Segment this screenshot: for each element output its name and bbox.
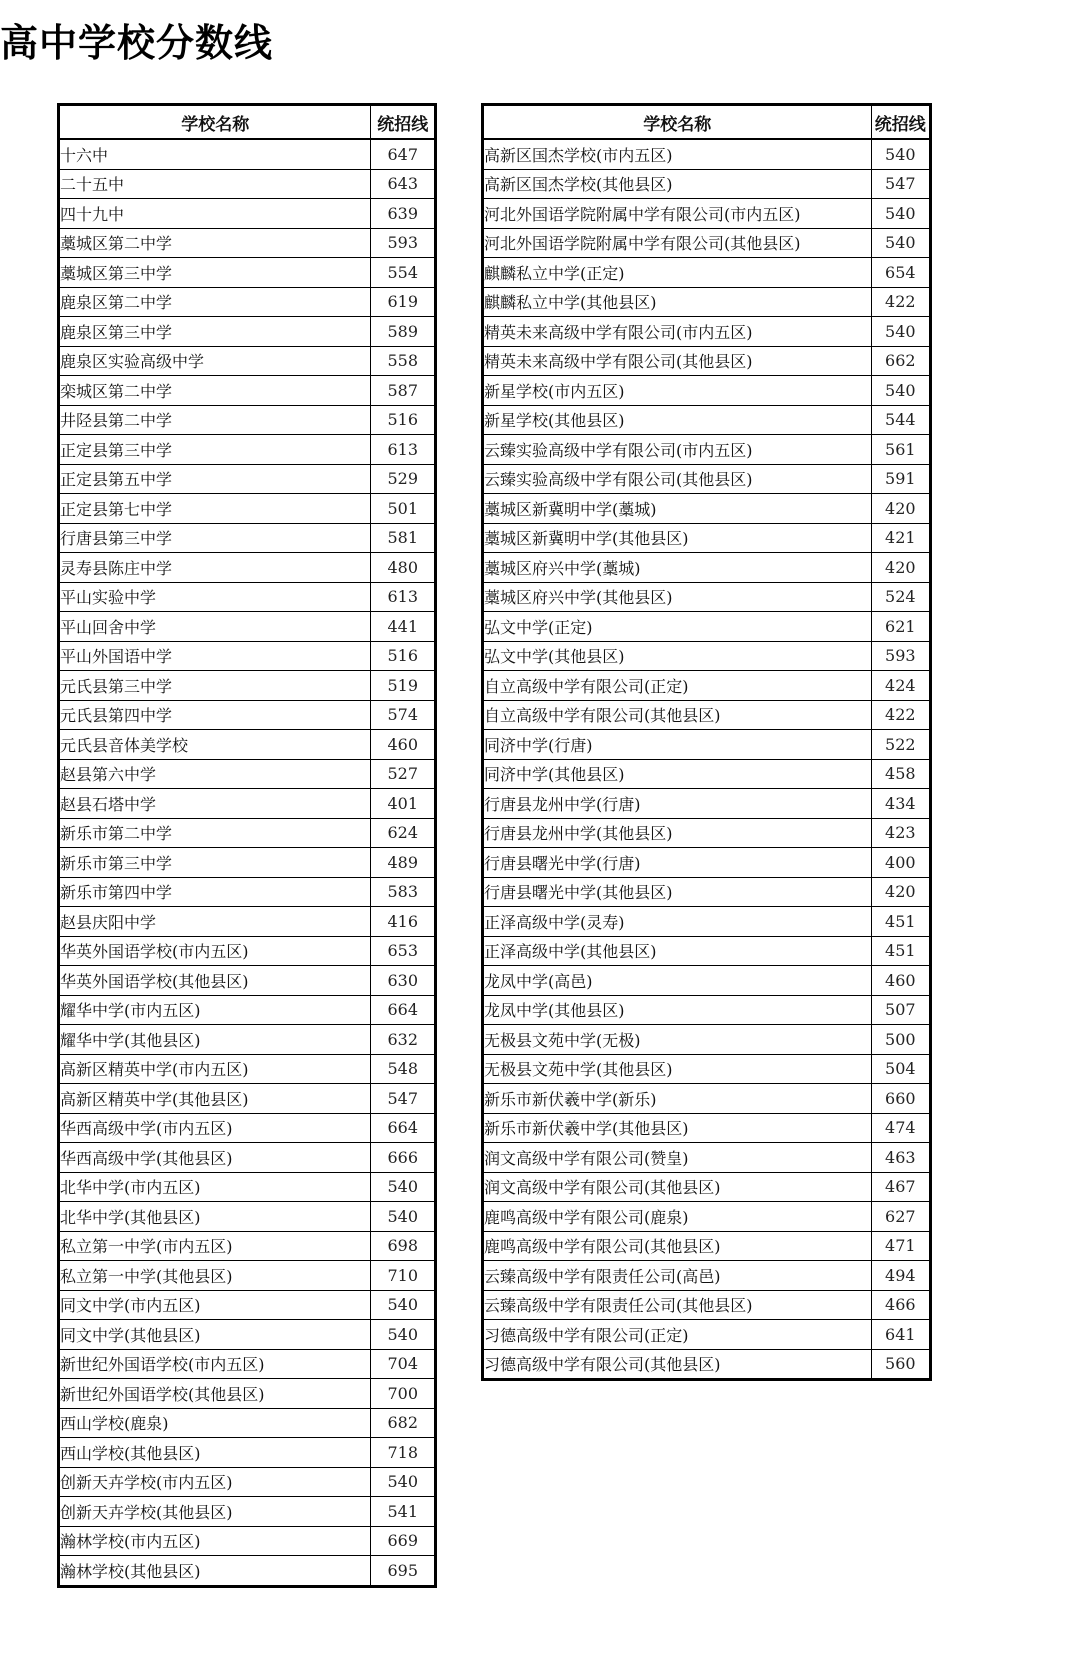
school-name-cell: 新乐市新伏羲中学(新乐) (483, 1084, 872, 1114)
score-cell: 474 (871, 1113, 930, 1143)
score-cell: 664 (371, 995, 436, 1025)
school-name-cell: 习德高级中学有限公司(其他县区) (483, 1349, 872, 1380)
school-name-cell: 赵县庆阳中学 (59, 907, 371, 937)
school-name-cell: 自立高级中学有限公司(其他县区) (483, 700, 872, 730)
score-cell: 587 (371, 376, 436, 406)
column-header-school-name: 学校名称 (59, 105, 371, 140)
school-name-cell: 云臻高级中学有限责任公司(其他县区) (483, 1290, 872, 1320)
table-row (59, 1290, 436, 1320)
school-name-cell: 藁城区第二中学 (59, 228, 371, 258)
school-name-cell: 新乐市新伏羲中学(其他县区) (483, 1113, 872, 1143)
school-name-cell: 西山学校(其他县区) (59, 1438, 371, 1468)
score-table-left (57, 103, 437, 1588)
school-name-cell: 弘文中学(正定) (483, 612, 872, 642)
score-cell: 507 (871, 995, 930, 1025)
table-row (483, 1202, 931, 1232)
score-cell: 460 (371, 730, 436, 760)
score-cell: 540 (871, 376, 930, 406)
table-row (59, 700, 436, 730)
school-name-cell: 瀚林学校(市内五区) (59, 1526, 371, 1556)
table-row (483, 1054, 931, 1084)
school-name-cell: 同济中学(行唐) (483, 730, 872, 760)
table-row (59, 848, 436, 878)
score-cell: 500 (871, 1025, 930, 1055)
page-title: 高中学校分数线 (0, 21, 274, 65)
score-cell: 627 (871, 1202, 930, 1232)
score-cell: 467 (871, 1172, 930, 1202)
table-row (483, 582, 931, 612)
school-name-cell: 元氏县第四中学 (59, 700, 371, 730)
school-name-cell: 行唐县龙州中学(行唐) (483, 789, 872, 819)
score-cell: 504 (871, 1054, 930, 1084)
school-name-cell: 新乐市第三中学 (59, 848, 371, 878)
school-name-cell: 高新区国杰学校(其他县区) (483, 169, 872, 199)
table-row (59, 199, 436, 229)
school-name-cell: 河北外国语学院附属中学有限公司(其他县区) (483, 228, 872, 258)
school-name-cell: 鹿泉区第二中学 (59, 287, 371, 317)
table-row (59, 1349, 436, 1379)
table-row (483, 1172, 931, 1202)
table-body-right (483, 139, 931, 1380)
table-row (483, 1290, 931, 1320)
school-name-cell: 正定县第五中学 (59, 464, 371, 494)
table-row (483, 641, 931, 671)
score-cell: 558 (371, 346, 436, 376)
school-name-cell: 鹿泉区实验高级中学 (59, 346, 371, 376)
school-name-cell: 平山外国语中学 (59, 641, 371, 671)
score-cell: 613 (371, 582, 436, 612)
score-cell: 529 (371, 464, 436, 494)
score-cell: 589 (371, 317, 436, 347)
score-cell: 666 (371, 1143, 436, 1173)
table-row (59, 730, 436, 760)
school-name-cell: 习德高级中学有限公司(正定) (483, 1320, 872, 1350)
school-name-cell: 藁城区新冀明中学(藁城) (483, 494, 872, 524)
score-cell: 643 (371, 169, 436, 199)
school-name-cell: 瀚林学校(其他县区) (59, 1556, 371, 1587)
score-cell: 613 (371, 435, 436, 465)
score-cell: 422 (871, 700, 930, 730)
score-cell: 420 (871, 494, 930, 524)
school-name-cell: 鹿鸣高级中学有限公司(其他县区) (483, 1231, 872, 1261)
school-name-cell: 河北外国语学院附属中学有限公司(市内五区) (483, 199, 872, 229)
table-row (59, 346, 436, 376)
score-cell: 561 (871, 435, 930, 465)
score-cell: 516 (371, 405, 436, 435)
score-cell: 624 (371, 818, 436, 848)
score-cell: 682 (371, 1408, 436, 1438)
table-row (59, 376, 436, 406)
school-name-cell: 精英未来高级中学有限公司(市内五区) (483, 317, 872, 347)
score-cell: 591 (871, 464, 930, 494)
table-row (483, 228, 931, 258)
table-row (59, 789, 436, 819)
table-row (59, 1408, 436, 1438)
table-row (483, 936, 931, 966)
score-cell: 641 (871, 1320, 930, 1350)
score-cell: 423 (871, 818, 930, 848)
score-cell: 700 (371, 1379, 436, 1409)
table-row (59, 1556, 436, 1587)
score-cell: 632 (371, 1025, 436, 1055)
school-name-cell: 私立第一中学(其他县区) (59, 1261, 371, 1291)
score-cell: 547 (871, 169, 930, 199)
table-row (483, 907, 931, 937)
school-name-cell: 北华中学(市内五区) (59, 1172, 371, 1202)
table-row (483, 258, 931, 288)
school-name-cell: 行唐县曙光中学(行唐) (483, 848, 872, 878)
school-name-cell: 藁城区新冀明中学(其他县区) (483, 523, 872, 553)
score-cell: 583 (371, 877, 436, 907)
table-row (483, 1084, 931, 1114)
table-row (59, 907, 436, 937)
score-cell: 704 (371, 1349, 436, 1379)
school-name-cell: 二十五中 (59, 169, 371, 199)
table-row (59, 1054, 436, 1084)
score-cell: 540 (871, 199, 930, 229)
score-cell: 593 (871, 641, 930, 671)
score-cell: 420 (871, 553, 930, 583)
table-row (59, 139, 436, 169)
table-row (483, 1143, 931, 1173)
table-row (59, 1438, 436, 1468)
table-row (483, 848, 931, 878)
table-row (59, 1084, 436, 1114)
school-name-cell: 润文高级中学有限公司(其他县区) (483, 1172, 872, 1202)
table-row (59, 287, 436, 317)
school-name-cell: 无极县文苑中学(无极) (483, 1025, 872, 1055)
school-name-cell: 灵寿县陈庄中学 (59, 553, 371, 583)
school-name-cell: 鹿泉区第三中学 (59, 317, 371, 347)
score-cell: 653 (371, 936, 436, 966)
table-row (59, 818, 436, 848)
score-cell: 540 (371, 1320, 436, 1350)
school-name-cell: 新乐市第四中学 (59, 877, 371, 907)
table-body-left (59, 139, 436, 1586)
school-name-cell: 新星学校(其他县区) (483, 405, 872, 435)
score-cell: 458 (871, 759, 930, 789)
score-cell: 501 (371, 494, 436, 524)
table-header-row (59, 105, 436, 140)
table-row (59, 877, 436, 907)
school-name-cell: 平山实验中学 (59, 582, 371, 612)
school-name-cell: 正定县第三中学 (59, 435, 371, 465)
school-name-cell: 行唐县第三中学 (59, 523, 371, 553)
school-name-cell: 耀华中学(其他县区) (59, 1025, 371, 1055)
school-name-cell: 创新天卉学校(其他县区) (59, 1497, 371, 1527)
score-cell: 554 (371, 258, 436, 288)
school-name-cell: 同文中学(市内五区) (59, 1290, 371, 1320)
score-cell: 540 (371, 1172, 436, 1202)
school-name-cell: 赵县石塔中学 (59, 789, 371, 819)
table-row (483, 1231, 931, 1261)
score-cell: 434 (871, 789, 930, 819)
table-row (483, 612, 931, 642)
school-name-cell: 云臻实验高级中学有限公司(市内五区) (483, 435, 872, 465)
school-name-cell: 行唐县龙州中学(其他县区) (483, 818, 872, 848)
school-name-cell: 新星学校(市内五区) (483, 376, 872, 406)
school-name-cell: 华西高级中学(其他县区) (59, 1143, 371, 1173)
table-row (483, 346, 931, 376)
score-cell: 574 (371, 700, 436, 730)
table-row (59, 405, 436, 435)
score-cell: 669 (371, 1526, 436, 1556)
score-cell: 540 (871, 139, 930, 169)
table-row (483, 1320, 931, 1350)
table-row (59, 1526, 436, 1556)
school-name-cell: 藁城区府兴中学(其他县区) (483, 582, 872, 612)
table-row (483, 435, 931, 465)
column-header-score: 统招线 (871, 105, 930, 140)
score-cell: 547 (371, 1084, 436, 1114)
score-cell: 540 (871, 228, 930, 258)
table-row (483, 376, 931, 406)
school-name-cell: 西山学校(鹿泉) (59, 1408, 371, 1438)
table-row (59, 258, 436, 288)
score-cell: 710 (371, 1261, 436, 1291)
school-name-cell: 行唐县曙光中学(其他县区) (483, 877, 872, 907)
table-row (483, 700, 931, 730)
table-row (59, 936, 436, 966)
table-row (59, 435, 436, 465)
table-row (483, 1025, 931, 1055)
table-row (483, 405, 931, 435)
score-cell: 494 (871, 1261, 930, 1291)
score-cell: 540 (871, 317, 930, 347)
school-name-cell: 创新天卉学校(市内五区) (59, 1467, 371, 1497)
table-row (483, 995, 931, 1025)
school-name-cell: 华英外国语学校(其他县区) (59, 966, 371, 996)
score-cell: 471 (871, 1231, 930, 1261)
table-row (59, 995, 436, 1025)
score-cell: 422 (871, 287, 930, 317)
school-name-cell: 新世纪外国语学校(其他县区) (59, 1379, 371, 1409)
table-row (483, 1261, 931, 1291)
table-row (483, 759, 931, 789)
score-table-right (481, 103, 932, 1381)
school-name-cell: 栾城区第二中学 (59, 376, 371, 406)
table-row (483, 1113, 931, 1143)
score-cell: 527 (371, 759, 436, 789)
table-row (483, 789, 931, 819)
score-cell: 647 (371, 139, 436, 169)
table-row (59, 1467, 436, 1497)
table-row (59, 1202, 436, 1232)
table-row (59, 1025, 436, 1055)
score-cell: 524 (871, 582, 930, 612)
score-cell: 718 (371, 1438, 436, 1468)
school-name-cell: 自立高级中学有限公司(正定) (483, 671, 872, 701)
table-row (59, 1497, 436, 1527)
table-row (59, 1143, 436, 1173)
table-row (59, 671, 436, 701)
table-row (59, 966, 436, 996)
table-row (483, 553, 931, 583)
table-row (483, 966, 931, 996)
table-row (483, 1349, 931, 1380)
school-name-cell: 藁城区府兴中学(藁城) (483, 553, 872, 583)
score-cell: 540 (371, 1202, 436, 1232)
school-name-cell: 私立第一中学(市内五区) (59, 1231, 371, 1261)
school-name-cell: 云臻高级中学有限责任公司(高邑) (483, 1261, 872, 1291)
school-name-cell: 华西高级中学(市内五区) (59, 1113, 371, 1143)
score-cell: 695 (371, 1556, 436, 1587)
score-cell: 540 (371, 1290, 436, 1320)
score-cell: 451 (871, 907, 930, 937)
table-row (483, 494, 931, 524)
school-name-cell: 麒麟私立中学(其他县区) (483, 287, 872, 317)
score-cell: 654 (871, 258, 930, 288)
table-row (483, 671, 931, 701)
score-cell: 421 (871, 523, 930, 553)
school-name-cell: 正泽高级中学(其他县区) (483, 936, 872, 966)
table-row (59, 612, 436, 642)
school-name-cell: 高新区精英中学(市内五区) (59, 1054, 371, 1084)
school-name-cell: 耀华中学(市内五区) (59, 995, 371, 1025)
school-name-cell: 元氏县音体美学校 (59, 730, 371, 760)
school-name-cell: 华英外国语学校(市内五区) (59, 936, 371, 966)
school-name-cell: 麒麟私立中学(正定) (483, 258, 872, 288)
score-cell: 451 (871, 936, 930, 966)
school-name-cell: 四十九中 (59, 199, 371, 229)
score-cell: 621 (871, 612, 930, 642)
score-cell: 463 (871, 1143, 930, 1173)
table-header-row (483, 105, 931, 140)
table-row (59, 1320, 436, 1350)
score-cell: 522 (871, 730, 930, 760)
score-cell: 698 (371, 1231, 436, 1261)
score-cell: 581 (371, 523, 436, 553)
school-name-cell: 弘文中学(其他县区) (483, 641, 872, 671)
table-row (483, 169, 931, 199)
score-cell: 424 (871, 671, 930, 701)
score-cell: 480 (371, 553, 436, 583)
score-cell: 540 (371, 1467, 436, 1497)
score-cell: 420 (871, 877, 930, 907)
table-row (59, 1379, 436, 1409)
school-name-cell: 鹿鸣高级中学有限公司(鹿泉) (483, 1202, 872, 1232)
table-row (483, 877, 931, 907)
table-row (483, 464, 931, 494)
table-row (59, 582, 436, 612)
score-cell: 639 (371, 199, 436, 229)
table-row (59, 169, 436, 199)
score-cell: 400 (871, 848, 930, 878)
school-name-cell: 北华中学(其他县区) (59, 1202, 371, 1232)
school-name-cell: 同文中学(其他县区) (59, 1320, 371, 1350)
score-cell: 541 (371, 1497, 436, 1527)
school-name-cell: 云臻实验高级中学有限公司(其他县区) (483, 464, 872, 494)
table-row (59, 1172, 436, 1202)
school-name-cell: 精英未来高级中学有限公司(其他县区) (483, 346, 872, 376)
score-cell: 460 (871, 966, 930, 996)
school-name-cell: 平山回舍中学 (59, 612, 371, 642)
school-name-cell: 正定县第七中学 (59, 494, 371, 524)
table-row (59, 317, 436, 347)
score-cell: 660 (871, 1084, 930, 1114)
column-header-school-name: 学校名称 (483, 105, 872, 140)
table-row (59, 464, 436, 494)
table-row (483, 523, 931, 553)
school-name-cell: 正泽高级中学(灵寿) (483, 907, 872, 937)
school-name-cell: 润文高级中学有限公司(赞皇) (483, 1143, 872, 1173)
score-cell: 489 (371, 848, 436, 878)
table-row (59, 228, 436, 258)
table-row (59, 1231, 436, 1261)
table-row (59, 759, 436, 789)
score-cell: 630 (371, 966, 436, 996)
score-cell: 560 (871, 1349, 930, 1380)
score-cell: 619 (371, 287, 436, 317)
school-name-cell: 无极县文苑中学(其他县区) (483, 1054, 872, 1084)
table-row (59, 1113, 436, 1143)
table-row (483, 818, 931, 848)
score-cell: 401 (371, 789, 436, 819)
school-name-cell: 井陉县第二中学 (59, 405, 371, 435)
school-name-cell: 龙凤中学(其他县区) (483, 995, 872, 1025)
school-name-cell: 同济中学(其他县区) (483, 759, 872, 789)
school-name-cell: 元氏县第三中学 (59, 671, 371, 701)
school-name-cell: 藁城区第三中学 (59, 258, 371, 288)
table-row (59, 1261, 436, 1291)
table-row (483, 139, 931, 169)
school-name-cell: 新世纪外国语学校(市内五区) (59, 1349, 371, 1379)
table-row (59, 494, 436, 524)
score-cell: 664 (371, 1113, 436, 1143)
score-cell: 544 (871, 405, 930, 435)
score-cell: 466 (871, 1290, 930, 1320)
school-name-cell: 赵县第六中学 (59, 759, 371, 789)
score-cell: 441 (371, 612, 436, 642)
score-cell: 519 (371, 671, 436, 701)
score-cell: 516 (371, 641, 436, 671)
school-name-cell: 新乐市第二中学 (59, 818, 371, 848)
table-row (483, 730, 931, 760)
school-name-cell: 高新区精英中学(其他县区) (59, 1084, 371, 1114)
table-row (483, 199, 931, 229)
score-cell: 593 (371, 228, 436, 258)
score-cell: 416 (371, 907, 436, 937)
table-row (59, 641, 436, 671)
table-row (483, 317, 931, 347)
table-row (59, 523, 436, 553)
table-row (483, 287, 931, 317)
school-name-cell: 高新区国杰学校(市内五区) (483, 139, 872, 169)
column-header-score: 统招线 (371, 105, 436, 140)
school-name-cell: 十六中 (59, 139, 371, 169)
school-name-cell: 龙凤中学(高邑) (483, 966, 872, 996)
score-cell: 662 (871, 346, 930, 376)
score-cell: 548 (371, 1054, 436, 1084)
table-row (59, 553, 436, 583)
